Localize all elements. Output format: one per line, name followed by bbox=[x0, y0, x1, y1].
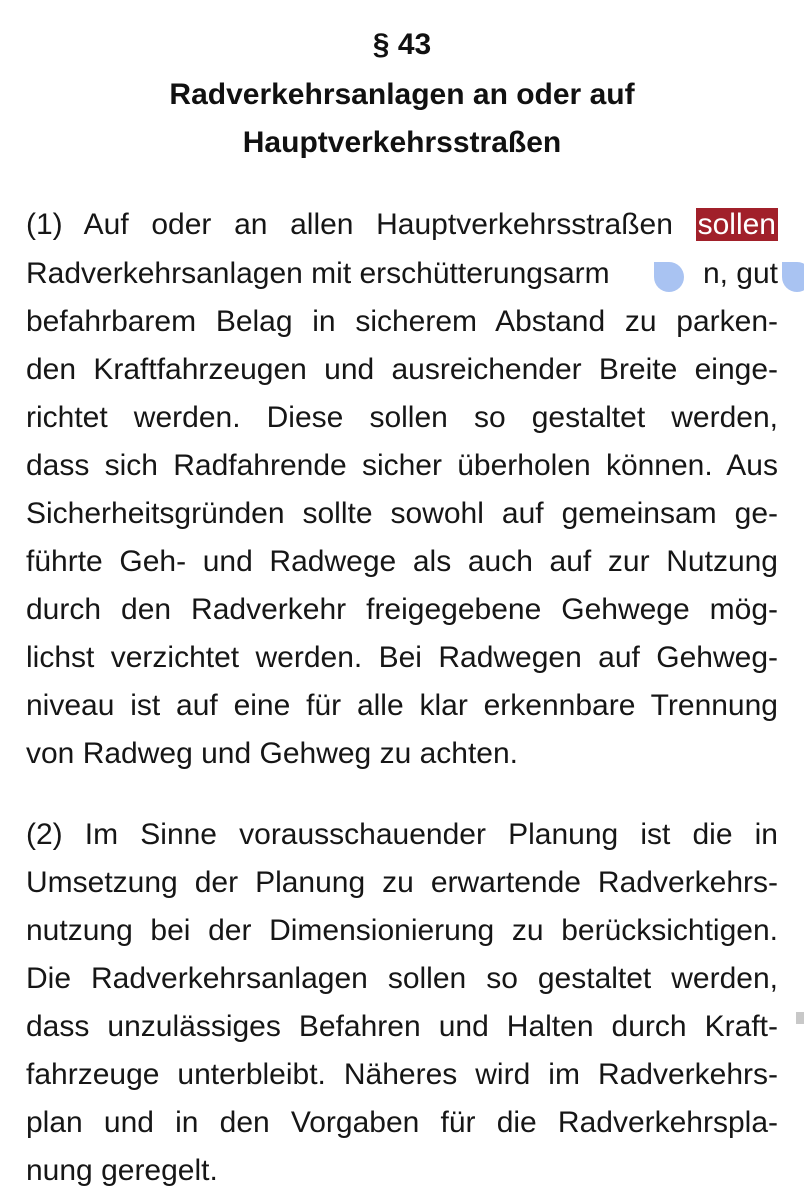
paragraph-1-line-7[interactable]: Sicherheitsgründen sollte sowohl auf gemeinsam ge- bbox=[26, 497, 778, 530]
paragraph-1-line-6[interactable]: dass sich Radfahrende sicher überholen können. Aus bbox=[26, 449, 778, 482]
paragraph-1-line-9[interactable]: durch den Radverkehr freigegebene Gehwege mög- bbox=[26, 593, 778, 626]
section-title-line-2: Hauptverkehrsstraßen bbox=[242, 126, 562, 159]
paragraph-2-line-4[interactable]: Die Radverkehrsanlagen sollen so gestaltet werden, bbox=[26, 962, 778, 995]
section-title-line-1: Radverkehrsanlagen an oder auf bbox=[169, 78, 635, 111]
scroll-indicator[interactable] bbox=[796, 1012, 804, 1024]
paragraph-2-line-1[interactable]: (2) Im Sinne vorausschauender Planung ist die in bbox=[26, 818, 778, 851]
section-number: § 43 bbox=[372, 28, 432, 61]
paragraph-2-line-6[interactable]: fahrzeuge unterbleibt. Näheres wird im Radverkehrs- bbox=[26, 1058, 778, 1091]
paragraph-2-line-7[interactable]: plan und in den Vorgaben für die Radverkehrspla- bbox=[26, 1106, 778, 1139]
paragraph-1-line-2-left[interactable]: Radverkehrsanlagen mit erschütterungsarm bbox=[26, 257, 610, 290]
paragraph-1-line-5[interactable]: richtet werden. Diese sollen so gestaltet werden, bbox=[26, 401, 778, 434]
selection-start-handle-icon[interactable] bbox=[654, 262, 684, 292]
selected-word-highlight[interactable]: sollen bbox=[697, 208, 776, 241]
paragraph-1-line-4[interactable]: den Kraftfahrzeugen und ausreichender Breite einge- bbox=[26, 353, 778, 386]
paragraph-1-line-2-right[interactable]: n, gut bbox=[702, 257, 778, 290]
paragraph-2-line-3[interactable]: nutzung bei der Dimensionierung zu berücksichtigen. bbox=[26, 914, 778, 947]
paragraph-2-line-5[interactable]: dass unzulässiges Befahren und Halten durch Kraft- bbox=[26, 1010, 778, 1043]
paragraph-1-line-11[interactable]: niveau ist auf eine für alle klar erkennbare Trennung bbox=[26, 689, 778, 722]
paragraph-1-line-1-text[interactable]: (1) Auf oder an allen Hauptverkehrsstraßen bbox=[26, 208, 673, 241]
paragraph-1-line-12[interactable]: von Radweg und Gehweg zu achten. bbox=[26, 737, 518, 770]
paragraph-1-line-1[interactable] bbox=[26, 205, 778, 245]
paragraph-2-line-2[interactable]: Umsetzung der Planung zu erwartende Radverkehrs- bbox=[26, 866, 778, 899]
paragraph-1-line-8[interactable]: führte Geh- und Radwege als auch auf zur Nutzung bbox=[26, 545, 778, 578]
paragraph-1-line-10[interactable]: lichst verzichtet werden. Bei Radwegen auf Gehweg- bbox=[26, 641, 778, 674]
paragraph-1-line-3[interactable]: befahrbarem Belag in sicherem Abstand zu parken- bbox=[26, 305, 778, 338]
paragraph-2-line-8[interactable]: nung geregelt. bbox=[26, 1154, 218, 1187]
selection-end-handle-icon[interactable] bbox=[782, 262, 804, 292]
